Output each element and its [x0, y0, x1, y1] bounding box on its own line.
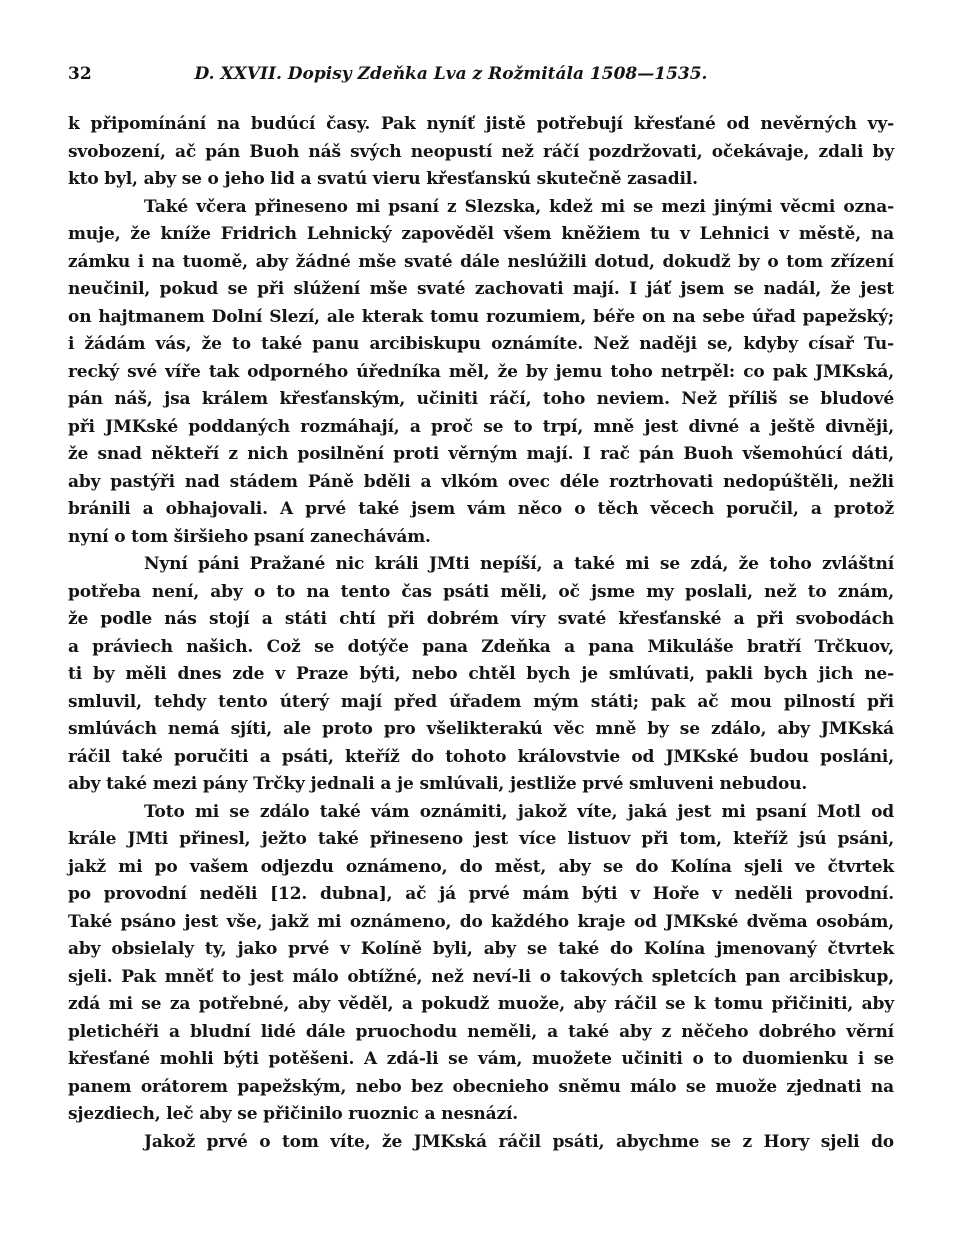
text-line: zámku i na tuomě, aby žádné mše svaté dále neslúžili dotud, dokudž by o tom zřízení — [68, 251, 894, 272]
text-line: křesťané mohli býti potěšeni. A zdá-li se vám, muožete učiniti o to duomienku i se — [68, 1049, 894, 1069]
text-line: a práviech našich. Což se dotýče pana Zdeňka a pana Mikuláše bratří Trčkuov, — [68, 636, 894, 657]
text-line: Také včera přineseno mi psaní z Slezska, kdež mi se mezi jinými věcmi ozna- — [144, 196, 894, 217]
text-line: neučinil, pokud se při slúžení mše svaté zachovati mají. I jáť jsem se nadál, že jest — [68, 279, 894, 299]
text-line: Nyní páni Pražané nic králi JMti nepíší, a také mi se zdá, že toho zvláštní — [144, 554, 894, 574]
text-line: ti by měli dnes zde v Praze býti, nebo chtěl bych je smlúvati, pakli bych jich ne- — [68, 664, 894, 684]
text-line: kto byl, aby se o jeho lid a svatú vieru křesťanskú skutečně zasadil. — [68, 169, 698, 189]
text-line: krále JMti přinesl, ježto také přineseno jest více listuov při tom, kteříž jsú psáni, — [68, 829, 894, 849]
text-line: Toto mi se zdálo také vám oznámiti, jakož víte, jaká jest mi psaní Motl od — [144, 801, 894, 822]
text-line: panem orátorem papežským, nebo bez obecnieho sněmu málo se muože zjednati na — [68, 1076, 894, 1097]
text-line: i žádám vás, že to také panu arcibiskupu oznámíte. Než naději se, kdyby císař Tu- — [68, 334, 894, 354]
text-line: aby také mezi pány Trčky jednali a je smlúvali, jestliže prvé smluveni nebudou. — [68, 774, 808, 794]
text-line: nyní o tom širšieho psaní zanechávám. — [68, 526, 431, 547]
text-line: že snad někteří z nich posilnění proti věrným mají. I rač pán Buoh všemohúcí dáti, — [68, 444, 894, 464]
text-line: potřeba není, aby o to na tento čas psáti měli, oč jsme my poslali, než to znám, — [68, 581, 894, 602]
text-line: aby obsielaly ty, jako prvé v Kolíně byli, aby se také do Kolína jmenovaný čtvrtek — [68, 939, 894, 959]
running-head: D. XXVII. Dopisy Zdeňka Lva z Rožmitála 1508—1535. — [194, 64, 708, 84]
text-line: ráčil také poručiti a psáti, kteříž do tohoto královstvie od JMKské budou posláni, — [68, 746, 894, 767]
text-line: při JMKské poddaných rozmáhají, a proč se to trpí, mně jest divné a ještě divněji, — [68, 416, 894, 437]
text-line: po provodní neděli [12. dubna], ač já prvé mám býti v Hoře v neděli provodní. — [68, 884, 894, 904]
text-line: recký své víře tak odporného úředníka měl, že by jemu toho netrpěl: co pak JMKská, — [68, 361, 894, 382]
page-number: 32 — [68, 64, 92, 84]
text-line: zdá mi se za potřebné, aby věděl, a pokudž muože, aby ráčil se k tomu přičiniti, aby — [68, 994, 894, 1014]
text-line: pán náš, jsa králem křesťanským, učiniti ráčí, toho neviem. Než příliš se bludové — [68, 389, 894, 409]
text-line: muje, že kníže Fridrich Lehnický zapověděl všem kněžiem tu v Lehnici v městě, na — [68, 224, 894, 244]
text-line: Také psáno jest vše, jakž mi oznámeno, do každého kraje od JMKské dvěma osobám, — [68, 911, 894, 932]
text-line: k připomínání na budúcí časy. Pak nyníť jistě potřebují křesťané od nevěrných vy- — [68, 114, 894, 134]
text-line: jakž mi po vašem odjezdu oznámeno, do měst, aby se do Kolína sjeli ve čtvrtek — [68, 856, 894, 877]
text-line: smluvil, tehdy tento úterý mají před úřadem mým státi; pak ač mou pilností při — [68, 691, 894, 712]
page-header — [68, 62, 894, 86]
text-line: sjeli. Pak mněť to jest málo obtížné, než neví-li o takových spletcích pan arcibiskup, — [68, 966, 894, 987]
text-line: aby pastýři nad stádem Páně bděli a vlkóm ovec déle roztrhovati nedopúštěli, nežli — [68, 471, 894, 492]
text-line: Jakož prvé o tom víte, že JMKská ráčil psáti, abychme se z Hory sjeli do — [144, 1131, 894, 1152]
text-line: bránili a obhajovali. A prvé také jsem vám něco o těch věcech poručil, a protož — [68, 499, 894, 519]
text-line: on hajtmanem Dolní Slezí, ale kterak tomu rozumiem, béře on na sebe úřad papežský; — [68, 306, 894, 327]
letter-body-text — [68, 111, 894, 1156]
text-line: svobození, ač pán Buoh náš svých neopustí než ráčí pozdržovati, očekávaje, zdali by — [68, 141, 894, 162]
text-line: sjezdiech, leč aby se přičinilo ruoznic a nesnází. — [68, 1104, 519, 1124]
text-line: pletichéři a bludní lidé dále pruochodu neměli, a také aby z něčeho dobrého věrní — [68, 1021, 894, 1042]
text-line: smlúvách nemá sjíti, ale proto pro všelikterakú věc mně by se zdálo, aby JMKská — [68, 719, 894, 739]
text-line: že podle nás stojí a státi chtí při dobrém víry svaté křesťanské a při svobodách — [68, 609, 894, 629]
